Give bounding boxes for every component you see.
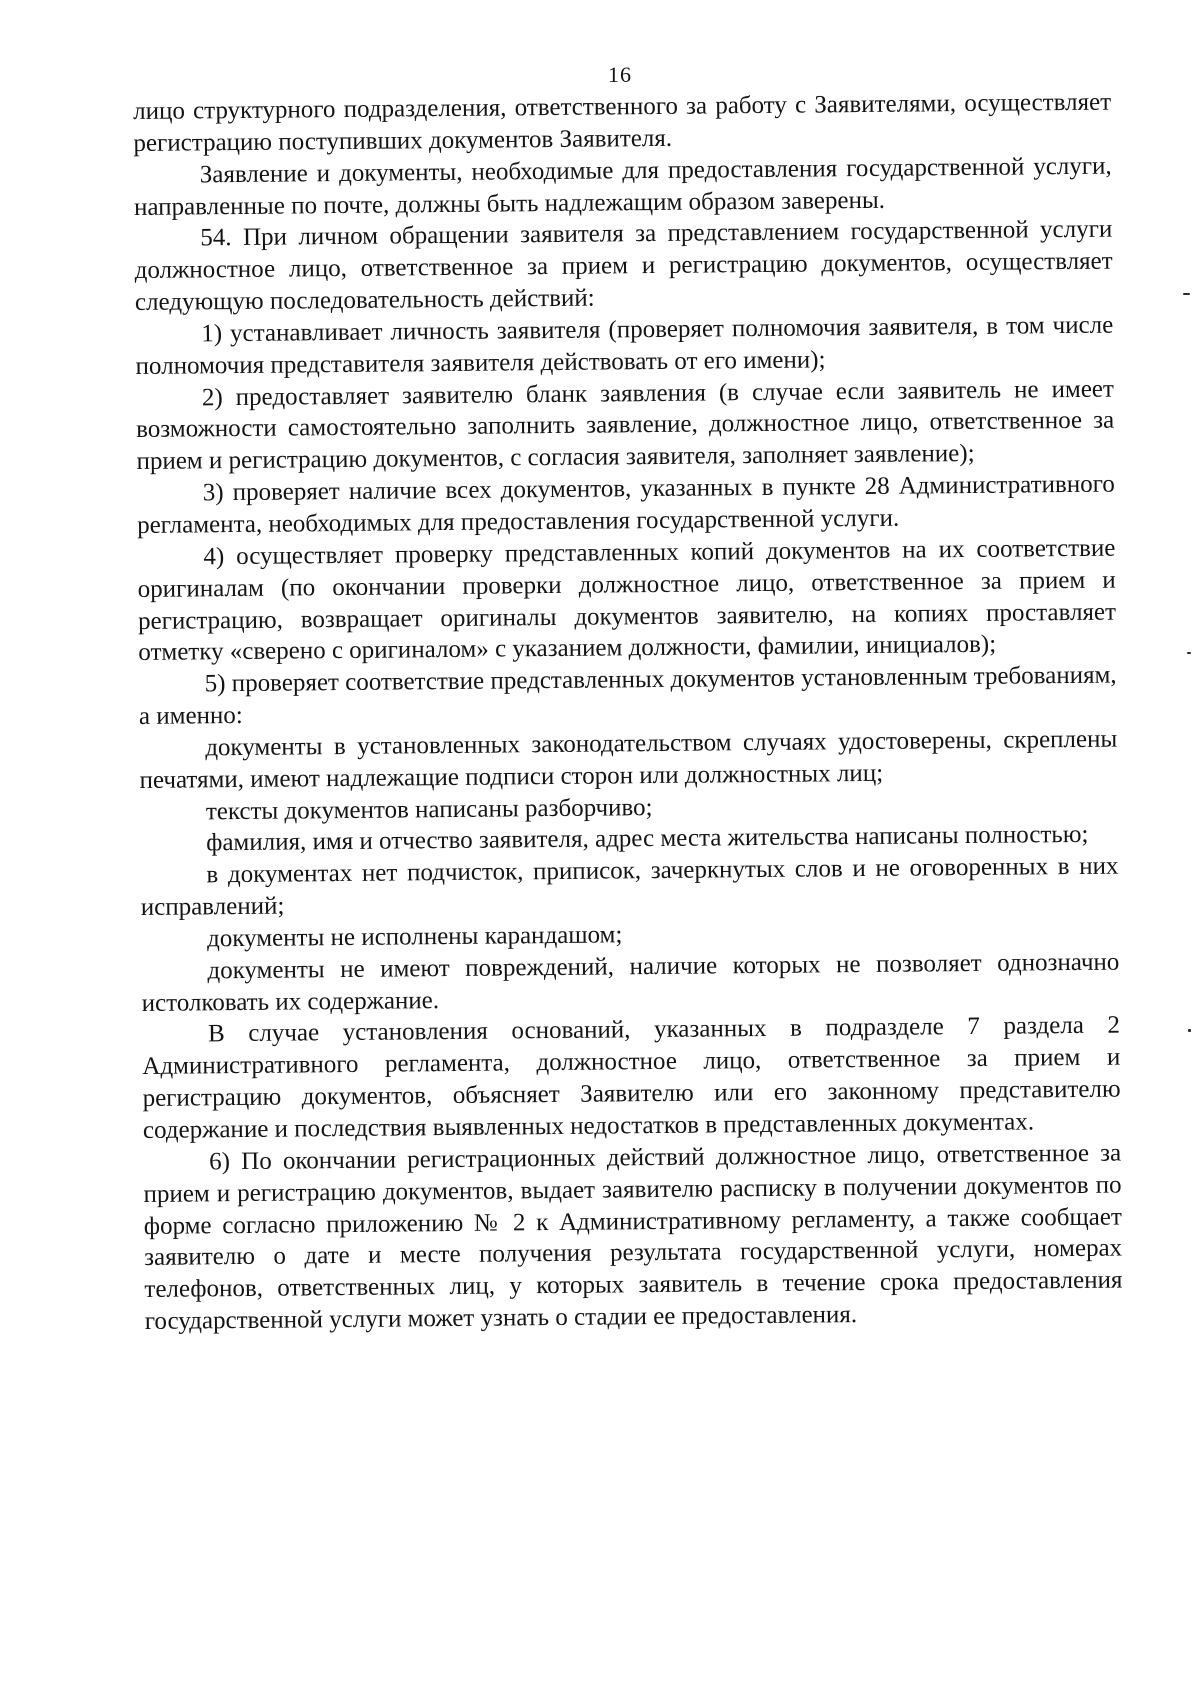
scan-speck [1188,1029,1191,1032]
paragraph-6: 3) проверяет наличие всех документов, указанных в пункте 28 Административного регламента, необходимых для предоставления государственной услуги. [136,470,1115,539]
scan-speck [1183,293,1190,295]
paragraph-2: Заявление и документы, необходимые для предоставления государственной услуги, направленные по почте, должны быть надлежащим образом заверены. [133,152,1112,221]
paragraph-14: документы не имеют повреждений, наличие которых не позволяет однозначно истолковать их содержание. [141,948,1120,1017]
paragraph-5: 2) предоставляет заявителю бланк заявления (в случае если заявитель не имеет возможности самостоятельно заполнить заявление, должностное лицо, ответственное за прием и регистрацию документов, с согласия заявителя, заполняет заявление); [136,375,1115,476]
paragraph-10: тексты документов написаны разборчиво; [205,793,653,825]
paragraph-1: лицо структурного подразделения, ответственного за работу с Заявителями, осуществляет регистрацию поступивших документов Заявителя. [133,88,1112,157]
scan-speck [1187,652,1191,654]
paragraph-11: фамилия, имя и отчество заявителя, адрес места жительства написаны полностью; [206,821,1089,857]
paragraph-8: 5) проверяет соответствие представленных документов установленным требованиям, а именно: [138,661,1117,731]
paragraph-12: в документах нет подчисток, приписок, зачеркнутых слов и не оговоренных в них исправлений; [140,852,1119,922]
paragraph-15: В случае установления оснований, указанных в подразделе 7 раздела 2 Административного регламента, должностное лицо, ответственное за прием и регистрацию документов, объясняет Заявителю или его законному представителю содержание и последствия выявленных недостатков в представленных документах. [142,1012,1121,1144]
page-number: 16 [608,62,632,87]
document-body [133,87,1123,1338]
paragraph-4: 1) устанавливает личность заявителя (проверяет полномочия заявителя, в том числе полномочия представителя заявителя действовать от его имени); [135,311,1114,380]
paragraph-13: документы не исполнены карандашом; [206,921,623,953]
paragraph-3: 54. При личном обращении заявителя за представлением государственной услуги должностное лицо, ответственное за прием и регистрацию документов, осуществляет следующую последовательность действий: [134,215,1113,317]
paragraph-7: 4) осуществляет проверку представленных копий документов на их соответствие оригиналам (по окончании проверки должностное лицо, ответственное за прием и регистрацию, возвращает оригиналы документов заявителю, на копиях проставляет отметку «сверено с оригиналом» с указанием должности, фамилии, инициалов); [137,534,1117,667]
paragraph-16: 6) По окончании регистрационных действий должностное лицо, ответственное за прием и регистрацию документов, выдает заявителю расписку в получении документов по форме согласно приложению № 2 к Административному регламенту, а также сообщает заявителю о дате и месте получения результата государственной услуги, номерах телефонов, ответственных лиц, у которых заявитель в течение срока предоставления государственной услуги может узнать о стадии ее предоставления. [143,1139,1123,1336]
paragraph-9: документы в установленных законодательством случаях удостоверены, скреплены печатями, имеют надлежащие подписи сторон или должностных лиц; [139,725,1118,794]
